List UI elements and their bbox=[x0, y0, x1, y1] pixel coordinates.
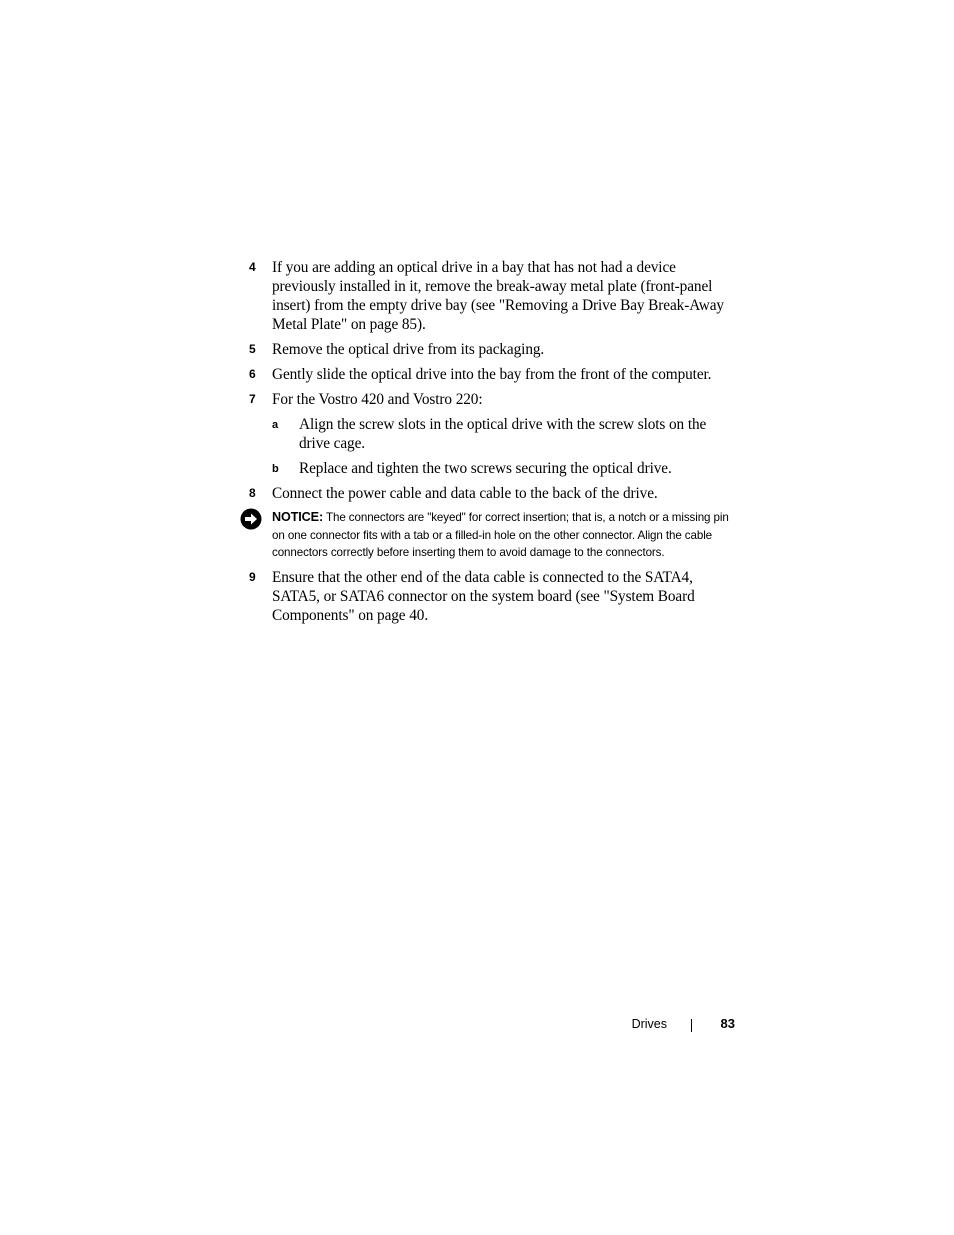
footer-divider bbox=[691, 1019, 692, 1032]
step-text: For the Vostro 420 and Vostro 220: bbox=[272, 391, 483, 408]
step-5 bbox=[249, 340, 739, 359]
notice-text: The connectors are "keyed" for correct insertion; that is, a notch or a missing pin on one connector fits with a tab or a filled-in hole on the other connector. Align the cable connectors correctly before inserting them to avoid damage to the connectors. bbox=[272, 511, 729, 559]
step-text: If you are adding an optical drive in a bay that has not had a device previously installed in it, remove the break-away metal plate (front-panel insert) from the empty drive bay (see "Removing a Drive Bay Break-Away Metal Plate" on page 85). bbox=[272, 259, 724, 333]
step-text: Ensure that the other end of the data cable is connected to the SATA4, SATA5, or SATA6 connector on the system board (see "System Board Components" on page 40. bbox=[272, 568, 695, 624]
step-8 bbox=[249, 484, 739, 503]
step-number: 4 bbox=[249, 260, 256, 274]
step-number: 6 bbox=[249, 367, 256, 381]
step-7 bbox=[249, 390, 739, 409]
substep-text: Align the screw slots in the optical drive with the screw slots on the drive cage. bbox=[299, 416, 707, 452]
footer-section-title: Drives bbox=[631, 1017, 667, 1031]
substep-b bbox=[249, 459, 739, 478]
step-9 bbox=[249, 568, 739, 625]
step-number: 5 bbox=[249, 342, 256, 356]
notice-box bbox=[249, 509, 739, 562]
substep-text: Replace and tighten the two screws securing the optical drive. bbox=[299, 460, 672, 477]
step-number: 9 bbox=[249, 569, 256, 584]
substep-a bbox=[249, 415, 739, 453]
step-4 bbox=[249, 258, 739, 334]
substep-letter: b bbox=[272, 463, 279, 475]
step-number: 8 bbox=[249, 486, 256, 500]
page-number: 83 bbox=[720, 1016, 735, 1031]
page-footer bbox=[600, 1015, 735, 1035]
step-text: Gently slide the optical drive into the bay from the front of the computer. bbox=[272, 366, 712, 383]
page-content bbox=[249, 258, 739, 631]
step-number: 7 bbox=[249, 392, 256, 406]
step-6 bbox=[249, 365, 739, 384]
step-text: Connect the power cable and data cable to the back of the drive. bbox=[272, 485, 658, 502]
step-text: Remove the optical drive from its packaging. bbox=[272, 341, 545, 358]
notice-label: NOTICE: bbox=[272, 510, 324, 524]
substep-letter: a bbox=[272, 419, 279, 431]
notice-arrow-icon bbox=[240, 508, 262, 530]
